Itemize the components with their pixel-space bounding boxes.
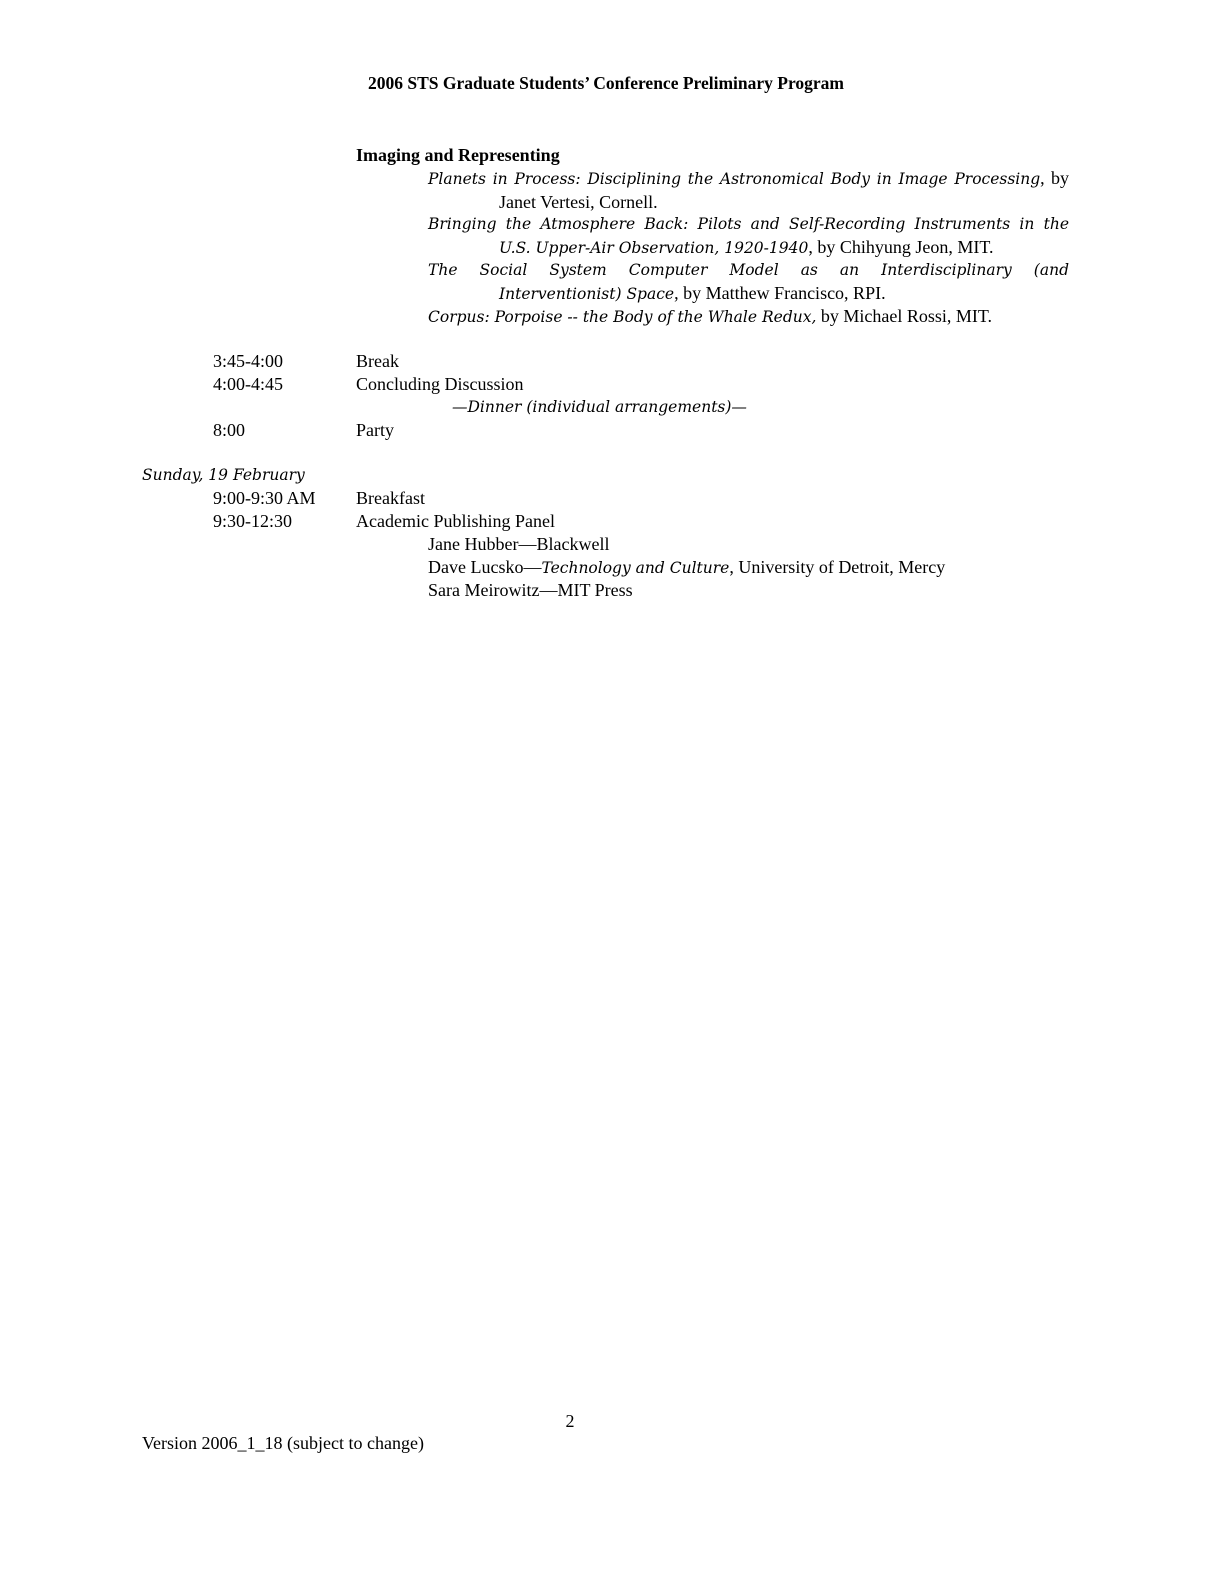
schedule-label: Party bbox=[356, 420, 394, 440]
schedule-label: Academic Publishing Panel bbox=[356, 511, 555, 531]
paper-title-cont: U.S. Upper-Air Observation, 1920-1940 bbox=[499, 239, 809, 257]
panelist-name: Dave Lucsko— bbox=[428, 557, 542, 577]
paper-title: The Social System Computer Model as an Interdisciplinary (and bbox=[428, 261, 1069, 279]
panelist-affiliation: , University of Detroit, Mercy bbox=[729, 557, 946, 577]
schedule-time: 8:00 bbox=[213, 420, 246, 440]
schedule-time: 9:00-9:30 AM bbox=[213, 488, 316, 508]
paper-title: Corpus: Porpoise -- the Body of the Whale Redux, bbox=[428, 308, 817, 326]
schedule-label: Break bbox=[356, 351, 399, 371]
paper-author: by Michael Rossi, MIT. bbox=[816, 306, 993, 326]
panelist: Jane Hubber—Blackwell bbox=[428, 534, 610, 554]
day-heading: Sunday, 19 February bbox=[142, 466, 305, 484]
paper-by: , by bbox=[1040, 168, 1069, 188]
panelist bbox=[428, 556, 945, 580]
schedule-time: 9:30-12:30 bbox=[213, 511, 292, 531]
panelist: Sara Meirowitz—MIT Press bbox=[428, 580, 633, 600]
paper-author: , by Chihyung Jeon, MIT. bbox=[808, 237, 994, 257]
page-title: 2006 STS Graduate Students’ Conference Preliminary Program bbox=[367, 73, 845, 93]
paper-title: Planets in Process: Disciplining the Astronomical Body in Image Processing bbox=[428, 170, 1041, 188]
schedule-time: 4:00-4:45 bbox=[213, 374, 283, 394]
session-title: Imaging and Representing bbox=[356, 145, 560, 165]
dinner-note: —Dinner (individual arrangements)— bbox=[452, 398, 747, 416]
panelist-journal: Technology and Culture bbox=[541, 559, 730, 577]
paper-title: Bringing the Atmosphere Back: Pilots and Self-Recording Instruments in the bbox=[428, 215, 1069, 233]
version-footer: Version 2006_1_18 (subject to change) bbox=[142, 1433, 424, 1453]
paper-entry bbox=[428, 305, 1069, 329]
page-number: 2 bbox=[565, 1411, 575, 1431]
paper-entry bbox=[428, 167, 1069, 214]
paper-entry bbox=[428, 213, 1069, 260]
paper-author: , by Matthew Francisco, RPI. bbox=[674, 283, 886, 303]
paper-title-cont: Interventionist) Space bbox=[499, 285, 675, 303]
schedule-time: 3:45-4:00 bbox=[213, 351, 283, 371]
paper-author: Janet Vertesi, Cornell. bbox=[499, 192, 658, 212]
schedule-label: Concluding Discussion bbox=[356, 374, 524, 394]
paper-entry bbox=[428, 259, 1069, 306]
schedule-label: Breakfast bbox=[356, 488, 425, 508]
